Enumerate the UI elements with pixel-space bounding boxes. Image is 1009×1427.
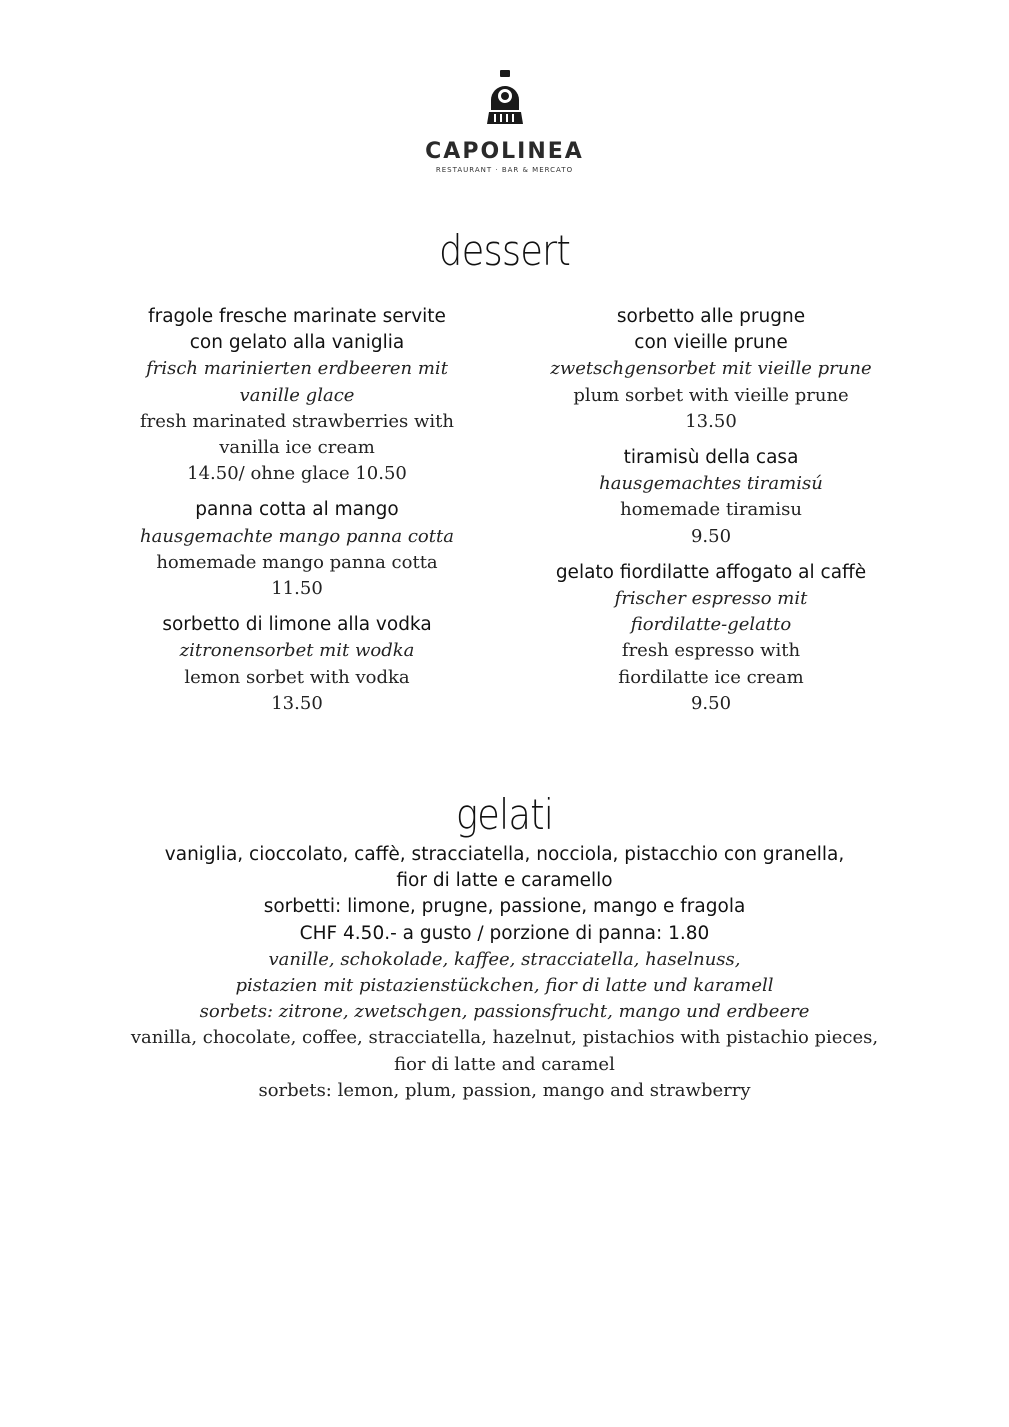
logo-tagline: RESTAURANT · BAR & MERCATO [435, 166, 574, 174]
dessert-english-description: plum sorbet with vieille prune [573, 384, 849, 406]
gelati-line: fior di latte e caramello [396, 870, 613, 892]
dessert-column-left [97, 304, 497, 727]
gelati-line: fior di latte and caramel [394, 1053, 615, 1075]
dessert-italian-name: panna cotta al mango [195, 499, 399, 521]
dessert-german-description: zitronensorbet mit wodka [179, 640, 415, 662]
gelati-line: pistazien mit pistazienstückchen, fior di latte und karamell [235, 975, 774, 997]
dessert-german-description: hausgemachte mango panna cotta [140, 525, 454, 547]
gelati-line: vaniglia, cioccolato, caffè, stracciatella, nocciola, pistacchio con granella, [164, 844, 845, 865]
dessert-italian-name: fragole fresche marinate servite [148, 306, 446, 327]
dessert-italian-name: con vieille prune [634, 332, 788, 354]
dessert-english-description: fiordilatte ice cream [618, 666, 804, 688]
gelati-line: vanille, schokolade, kaffee, stracciatella, haselnuss, [268, 948, 741, 970]
dessert-german-description: hausgemachtes tiramisú [599, 473, 823, 495]
gelati-line: vanilla, chocolate, coffee, stracciatella, hazelnut, pistachios with pistachio pieces, [130, 1027, 879, 1049]
dessert-item [97, 612, 497, 717]
gelati-line: CHF 4.50.- a gusto / porzione di panna: 1.80 [299, 922, 710, 944]
train-locomotive-icon [485, 70, 525, 126]
dessert-german-description: frisch marinierten erdbeeren mit [146, 358, 448, 380]
dessert-item [511, 304, 911, 435]
dessert-english-description: fresh espresso with [621, 640, 801, 662]
logo-name: CAPOLINEA [425, 139, 584, 164]
dessert-item [511, 560, 911, 717]
dessert-italian-name: con gelato alla vaniglia [189, 332, 405, 354]
dessert-price: 11.50 [271, 578, 323, 600]
dessert-english-description: homemade mango panna cotta [156, 551, 438, 573]
dessert-price: 13.50 [685, 410, 737, 432]
dessert-price: 9.50 [690, 692, 732, 714]
dessert-price: 13.50 [271, 692, 323, 714]
gelati-line: sorbetti: limone, prugne, passione, mango e fragola [263, 896, 746, 918]
dessert-italian-name: gelato fiordilatte affogato al caffè [555, 561, 867, 583]
gelati-title: gelati [455, 790, 554, 839]
gelati-line: sorbets: zitrone, zwetschgen, passionsfrucht, mango und erdbeere [199, 1001, 810, 1023]
dessert-item [511, 445, 911, 550]
dessert-german-description: zwetschgensorbet mit vieille prune [550, 358, 872, 380]
dessert-english-description: fresh marinated strawberries with [139, 410, 455, 432]
dessert-english-description: homemade tiramisu [620, 499, 802, 521]
dessert-german-description: frischer espresso mit [614, 588, 808, 610]
dessert-item [97, 304, 497, 487]
gelati-line: sorbets: lemon, plum, passion, mango and strawberry [258, 1079, 751, 1101]
dessert-english-description: vanilla ice cream [219, 437, 375, 459]
dessert-italian-name: sorbetto di limone alla vodka [162, 614, 432, 636]
dessert-price: 14.50/ ohne glace 10.50 [187, 463, 407, 485]
restaurant-logo [0, 70, 1009, 174]
dessert-item [97, 497, 497, 602]
dessert-italian-name: tiramisù della casa [623, 447, 799, 469]
dessert-column-right [511, 304, 911, 727]
dessert-italian-name: sorbetto alle prugne [616, 306, 806, 327]
dessert-english-description: lemon sorbet with vodka [184, 666, 410, 688]
dessert-german-description: vanille glace [239, 384, 355, 406]
dessert-price: 9.50 [690, 525, 732, 547]
dessert-german-description: fiordilatte-gelatto [630, 614, 792, 636]
dessert-title: dessert [439, 226, 570, 275]
gelati-list [60, 842, 949, 1104]
